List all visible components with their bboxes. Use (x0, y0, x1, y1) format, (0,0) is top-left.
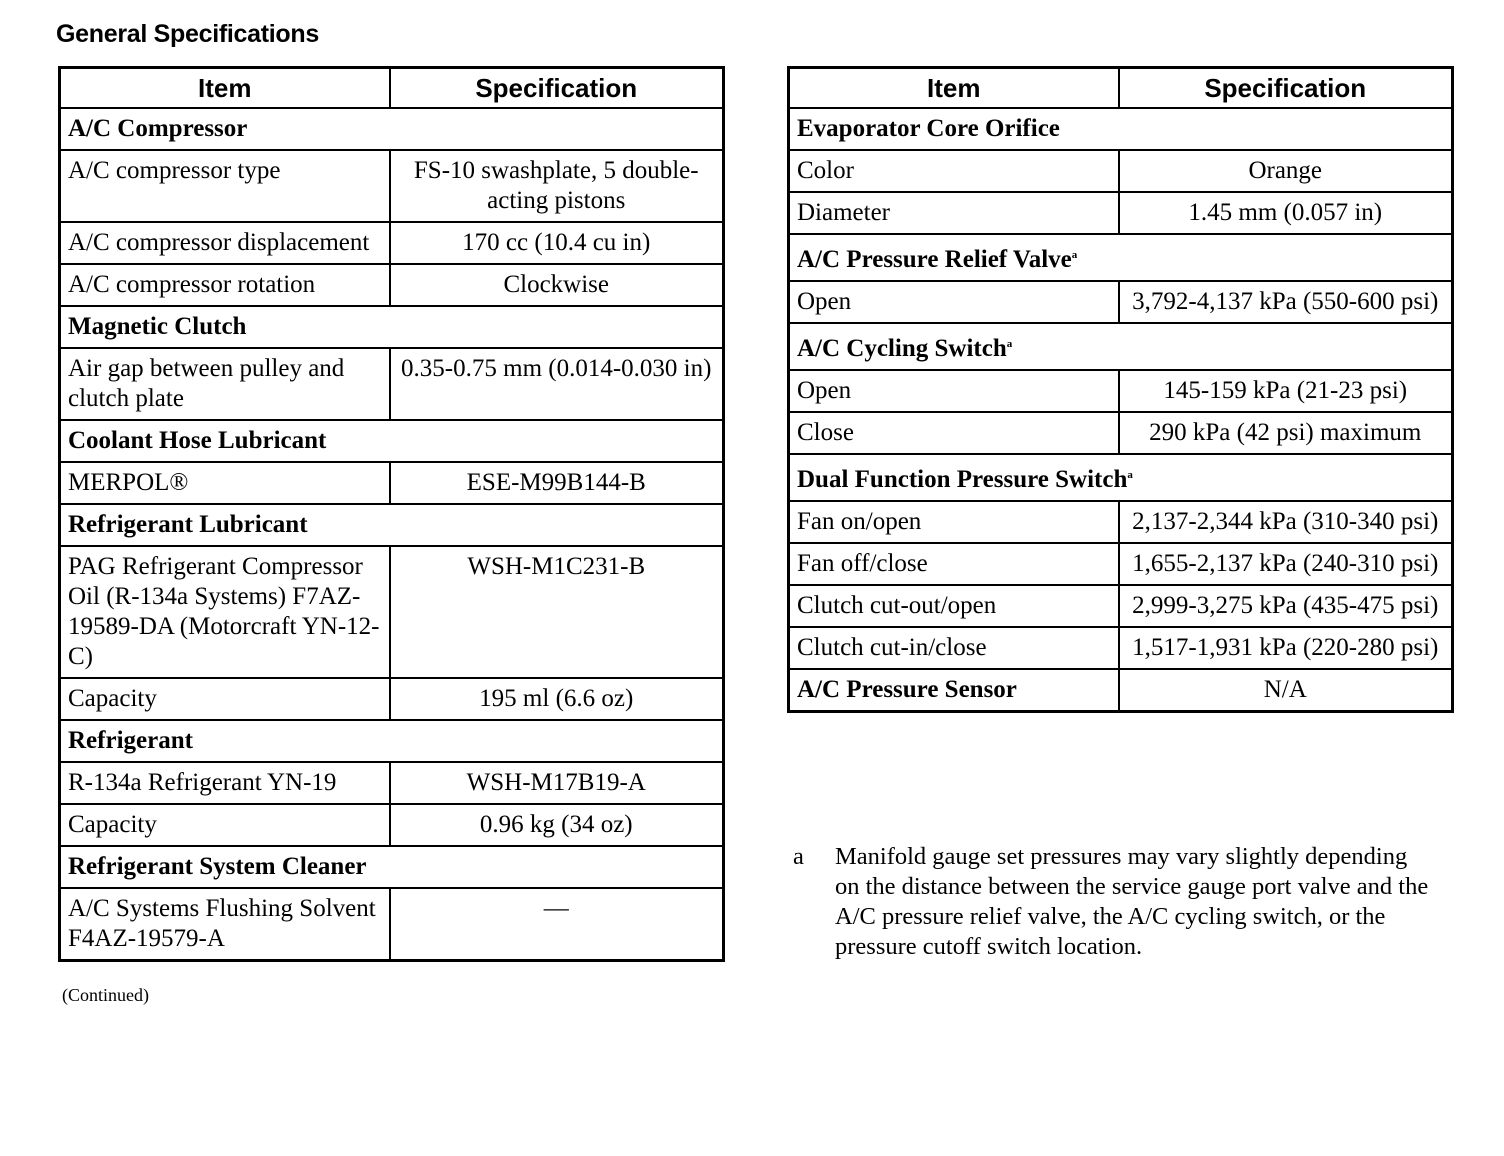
footnote-reference: a (1071, 249, 1078, 261)
table-row (789, 669, 1453, 712)
table-row (60, 762, 724, 804)
item-cell: A/C compressor rotation (60, 264, 390, 306)
section-label: Dual Function Pressure Switch (797, 466, 1128, 493)
page-title: General Specifications (56, 20, 319, 48)
footnote-reference: a (1127, 469, 1133, 481)
table-header-row (789, 68, 1453, 109)
item-cell: A/C compressor type (60, 150, 390, 222)
footnote-reference: a (1006, 338, 1013, 350)
specification-cell: 0.35-0.75 mm (0.014-0.030 in) (390, 348, 724, 420)
footnote-text: Manifold gauge set pressures may vary slightly depending on the distance between the service gauge port valve and the A/C pressure relief valve, the A/C cycling switch, or the pressure cutoff switch location. (835, 843, 1429, 960)
specification-cell: 1,517-1,931 kPa (220-280 psi) (1119, 627, 1453, 669)
item-cell: Clutch cut-in/close (789, 627, 1119, 669)
section-heading (60, 306, 724, 348)
section-label: Refrigerant System Cleaner (68, 853, 367, 880)
table-row (60, 222, 724, 264)
specification-cell: WSH-M1C231-B (390, 546, 724, 678)
table-header-row (60, 68, 724, 109)
section-heading (789, 234, 1453, 281)
table-row (789, 281, 1453, 323)
table-row (60, 264, 724, 306)
section-label: Magnetic Clutch (68, 313, 247, 340)
column-header-item: Item (60, 68, 390, 109)
section-heading (60, 846, 724, 888)
item-cell: A/C Systems Flushing Solvent F4AZ-19579-A (60, 888, 390, 961)
specification-cell: 1.45 mm (0.057 in) (1119, 192, 1453, 234)
table-row (789, 627, 1453, 669)
section-row (60, 720, 724, 762)
specification-cell: Clockwise (390, 264, 724, 306)
section-label: Refrigerant (68, 727, 193, 754)
section-row (789, 234, 1453, 281)
section-label: Coolant Hose Lubricant (68, 427, 327, 454)
item-cell: Close (789, 412, 1119, 454)
specification-cell: 195 ml (6.6 oz) (390, 678, 724, 720)
section-heading (60, 420, 724, 462)
specification-cell: 170 cc (10.4 cu in) (390, 222, 724, 264)
item-cell: Fan on/open (789, 501, 1119, 543)
item-cell: Diameter (789, 192, 1119, 234)
column-header-specification: Specification (390, 68, 724, 109)
section-label: A/C Cycling Switch (797, 335, 1007, 362)
specification-cell: 0.96 kg (34 oz) (390, 804, 724, 846)
section-label: Evaporator Core Orifice (797, 115, 1060, 142)
specification-cell: — (390, 888, 724, 961)
table-row (60, 804, 724, 846)
specification-cell: N/A (1119, 669, 1453, 712)
column-header-specification: Specification (1119, 68, 1453, 109)
item-cell: Color (789, 150, 1119, 192)
item-cell: Capacity (60, 678, 390, 720)
item-cell: Air gap between pulley and clutch plate (60, 348, 390, 420)
continued-label: (Continued) (62, 985, 149, 1005)
table-row (60, 462, 724, 504)
section-heading (60, 108, 724, 150)
item-cell: Clutch cut-out/open (789, 585, 1119, 627)
item-cell: Capacity (60, 804, 390, 846)
table-row (789, 501, 1453, 543)
section-heading (789, 454, 1453, 501)
specification-cell: 290 kPa (42 psi) maximum (1119, 412, 1453, 454)
section-row (789, 108, 1453, 150)
table-row (789, 585, 1453, 627)
specification-cell: 3,792-4,137 kPa (550-600 psi) (1119, 281, 1453, 323)
item-cell: Open (789, 370, 1119, 412)
section-row (60, 846, 724, 888)
item-cell: MERPOL® (60, 462, 390, 504)
section-heading (60, 720, 724, 762)
specification-cell: 145-159 kPa (21-23 psi) (1119, 370, 1453, 412)
table-row (60, 348, 724, 420)
section-row (60, 108, 724, 150)
table-row (789, 412, 1453, 454)
specification-cell: FS-10 swashplate, 5 double-acting pistons (390, 150, 724, 222)
section-heading (789, 323, 1453, 370)
section-row (60, 504, 724, 546)
section-row (60, 420, 724, 462)
table-row (60, 888, 724, 961)
table-row (789, 150, 1453, 192)
specification-cell: Orange (1119, 150, 1453, 192)
specification-cell: 2,999-3,275 kPa (435-475 psi) (1119, 585, 1453, 627)
section-row (789, 454, 1453, 501)
table-row (60, 678, 724, 720)
item-cell: A/C compressor displacement (60, 222, 390, 264)
section-row (60, 306, 724, 348)
section-row (789, 323, 1453, 370)
footnote (793, 842, 1433, 962)
section-label: Refrigerant Lubricant (68, 511, 308, 538)
item-cell: R-134a Refrigerant YN-19 (60, 762, 390, 804)
section-label: A/C Compressor (68, 115, 248, 142)
specification-cell: 1,655-2,137 kPa (240-310 psi) (1119, 543, 1453, 585)
specification-cell: 2,137-2,344 kPa (310-340 psi) (1119, 501, 1453, 543)
section-label: A/C Pressure Relief Valve (797, 246, 1072, 273)
footnote-mark: a (793, 843, 804, 870)
column-header-item: Item (789, 68, 1119, 109)
table-row (789, 192, 1453, 234)
item-cell: A/C Pressure Sensor (789, 669, 1119, 712)
table-row (60, 150, 724, 222)
table-row (789, 370, 1453, 412)
item-cell: Fan off/close (789, 543, 1119, 585)
left-spec-table (58, 66, 725, 962)
item-cell: Open (789, 281, 1119, 323)
item-cell: PAG Refrigerant Compressor Oil (R-134a Systems) F7AZ-19589-DA (Motorcraft YN-12-C) (60, 546, 390, 678)
section-heading (789, 108, 1453, 150)
specification-cell: WSH-M17B19-A (390, 762, 724, 804)
specification-cell: ESE-M99B144-B (390, 462, 724, 504)
table-row (60, 546, 724, 678)
right-spec-table (787, 66, 1454, 713)
section-heading (60, 504, 724, 546)
table-row (789, 543, 1453, 585)
